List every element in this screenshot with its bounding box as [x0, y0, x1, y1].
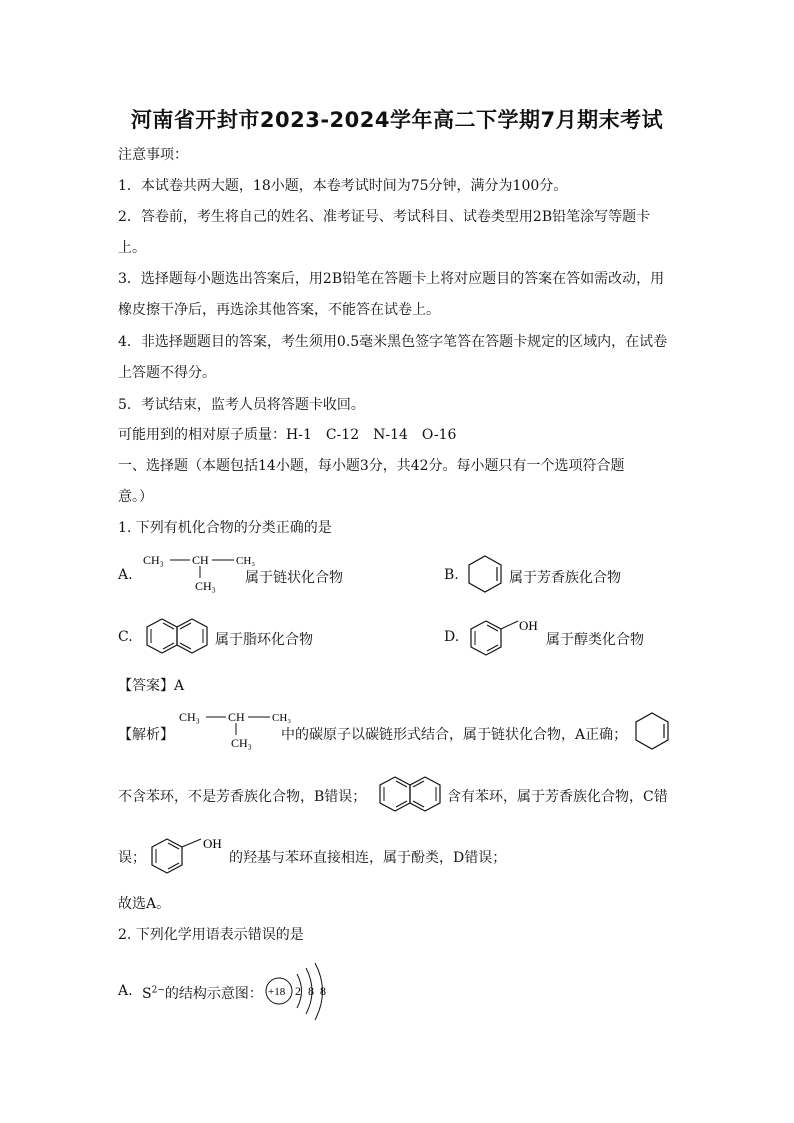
ion-charge: 2− [151, 985, 165, 996]
naphthalene-icon [376, 774, 446, 814]
shell-3-count: 8 [320, 984, 326, 998]
option-d-letter: D. [444, 629, 460, 645]
analysis-text-2a: 不含苯环，不是芳香族化合物，B错误； [118, 789, 367, 805]
option-b-text: 属于芳香族化合物 [509, 570, 621, 586]
notice-item-1: 1．本试卷共两大题，18小题，本卷考试时间为75分钟，满分为100分。 [118, 178, 568, 194]
notice-item-2: 2．答卷前，考生将自己的姓名、准考证号、考试科目、试卷类型用2B铅笔涂写等题卡 [118, 209, 651, 225]
ch3-label: CH₃ [195, 579, 216, 593]
notice-item-4: 4．非选择题题目的答案，考生须用0.5毫米黑色签字笔答在答题卡规定的区域内，在试卷 [118, 334, 668, 350]
oh-label: OH [203, 836, 222, 851]
shell-1-count: 2 [295, 984, 301, 998]
option-a-text: 属于链状化合物 [245, 570, 343, 586]
page-title: 河南省开封市2023-2024学年高二下学期7月期末考试 [130, 108, 664, 132]
section-heading: 一、选择题（本题包括14小题，每小题3分，共42分。每小题只有一个选项符合题 [118, 458, 625, 474]
analysis-text-1: 中的碳原子以碳链形式结合，属于链状化合物，A正确； [281, 727, 628, 743]
question-1-stem: 1. 下列有机化合物的分类正确的是 [118, 520, 332, 536]
analysis-text-2b: 含有苯环，属于芳香族化合物，C错 [447, 789, 668, 805]
ch-label: CH [192, 553, 209, 567]
notice-item-5: 5．考试结束，监考人员将答题卡收回。 [118, 397, 365, 413]
analysis-label: 【解析】 [118, 727, 174, 743]
cyclohexene-icon [632, 710, 672, 752]
option-d-text: 属于醇类化合物 [546, 632, 644, 648]
ch3-label: CH₃ [236, 555, 256, 567]
option-a-letter: A. [118, 567, 133, 583]
notice-item-3-cont: 橡皮擦干净后，再选涂其他答案，不能答在试卷上。 [118, 302, 440, 318]
ch3-label: CH₃ [179, 710, 200, 724]
q2-option-a-text: 的结构示意图： [164, 986, 263, 1002]
option-c-text: 属于脂环化合物 [215, 632, 313, 648]
notice-heading: 注意事项： [118, 147, 188, 163]
conclusion: 故选A。 [118, 896, 171, 912]
analysis-text-3b: 的羟基与苯环直接相连，属于酚类，D错误； [229, 850, 507, 866]
atomic-masses: 可能用到的相对原子质量：H-1 C-12 N-14 O-16 [118, 427, 457, 443]
oh-label: OH [519, 618, 538, 633]
section-heading-cont: 意。） [118, 489, 153, 505]
sulfide-ion [142, 983, 263, 1003]
analysis-text-3a: 误； [118, 850, 146, 866]
answer-label: 【答案】A [118, 678, 185, 694]
option-b-letter: B. [444, 567, 459, 583]
naphthalene-icon [143, 616, 213, 656]
notice-item-4-cont: 上答题不得分。 [118, 365, 216, 381]
isobutane-structure [140, 548, 256, 594]
ch-label: CH [228, 710, 245, 724]
phenol-icon [466, 616, 546, 658]
ch3-label: CH₃ [231, 736, 252, 750]
shell-2-count: 8 [308, 984, 314, 998]
phenol-icon [147, 834, 231, 876]
notice-item-3: 3．选择题每小题选出答案后，用2B铅笔在答题卡上将对应题目的答案在答如需改动，用 [118, 271, 665, 287]
cyclohexene-icon [465, 553, 505, 595]
notice-item-2-cont: 上。 [118, 240, 146, 256]
nucleus-charge: +18 [268, 986, 286, 998]
ch3-label: CH₃ [143, 553, 164, 567]
isobutane-structure [176, 705, 292, 751]
atomic-structure-diagram [262, 962, 334, 1024]
question-2-stem: 2. 下列化学用语表示错误的是 [118, 927, 304, 943]
option-c-letter: C. [118, 629, 133, 645]
ion-symbol: S [142, 986, 152, 1002]
q2-option-a-letter: A. [118, 983, 133, 999]
ch3-label: CH₃ [272, 712, 292, 724]
